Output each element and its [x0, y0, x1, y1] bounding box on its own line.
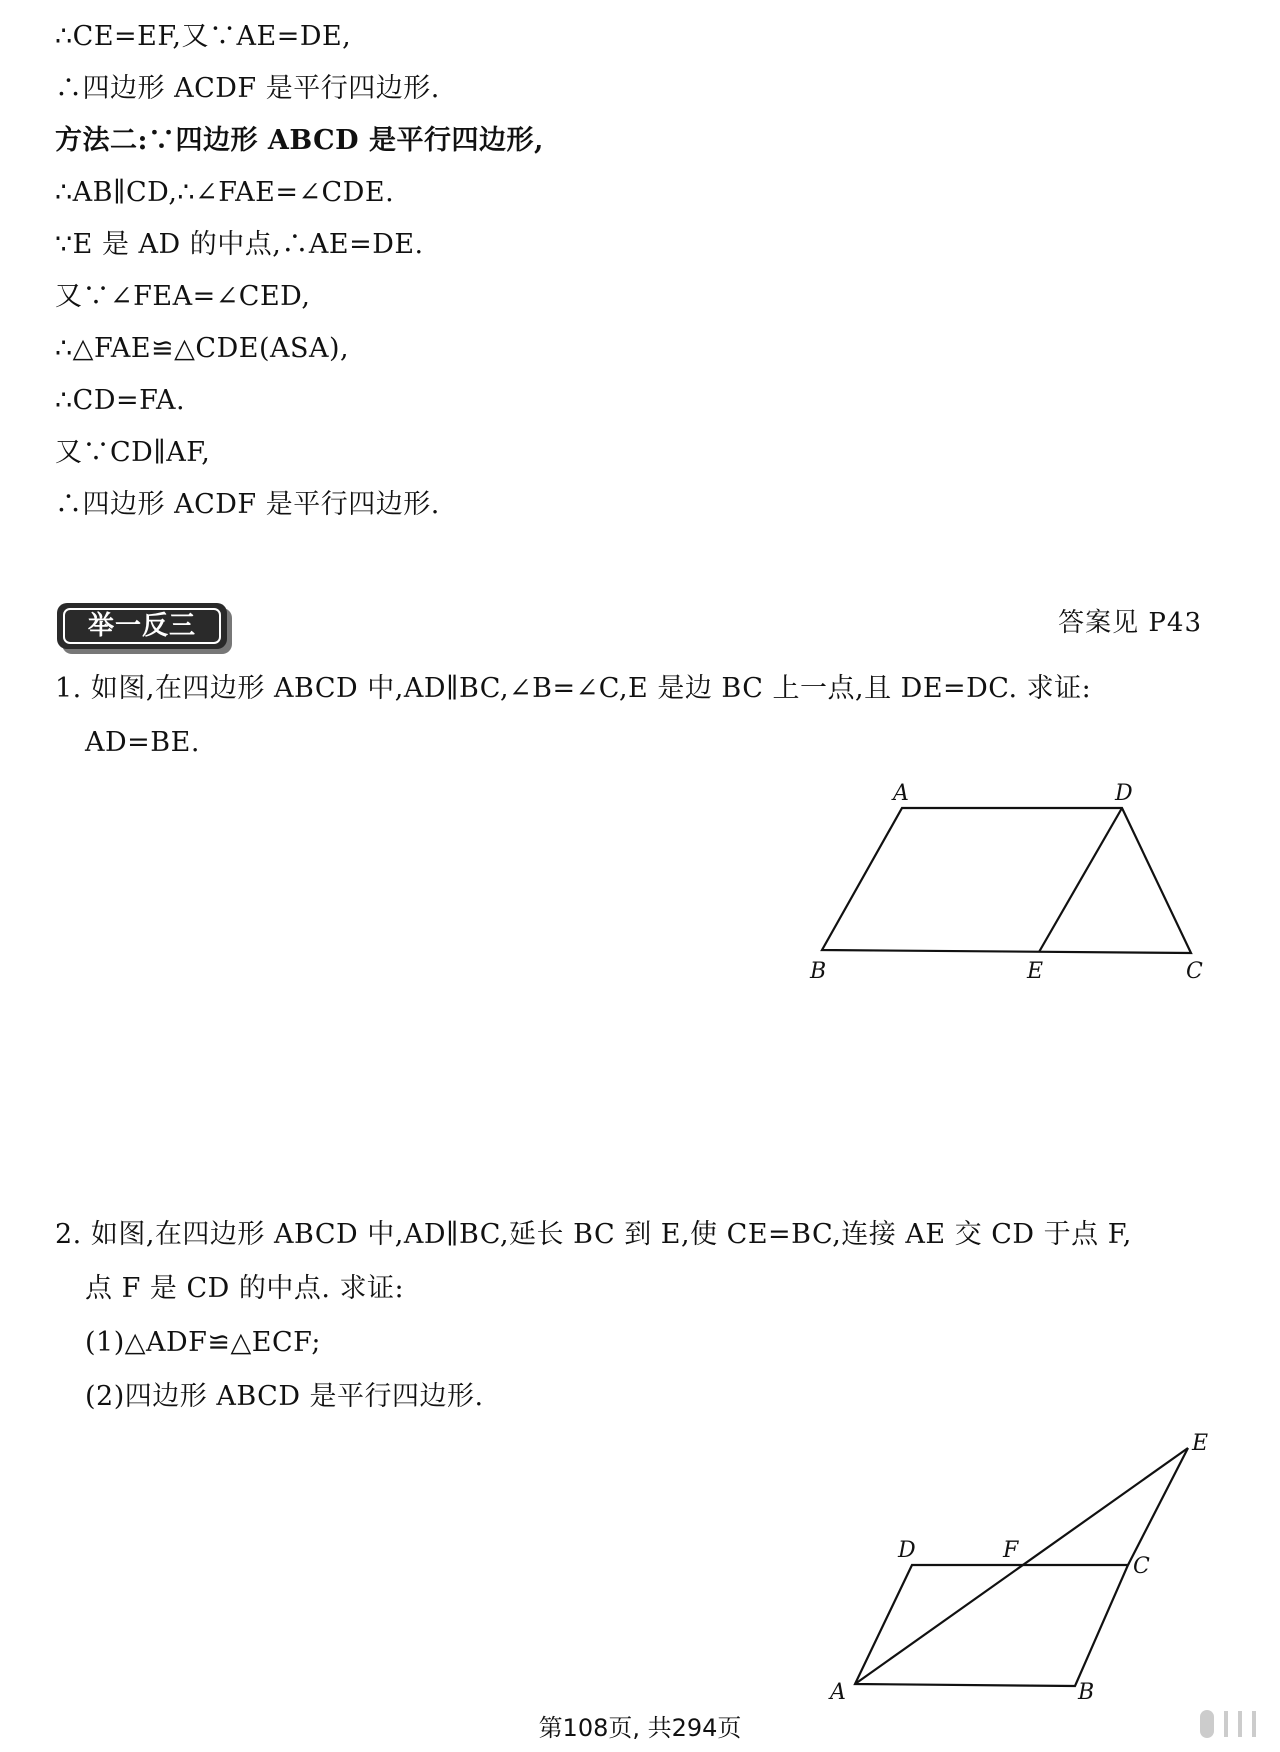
figure2-label-d: D: [898, 1538, 916, 1563]
proof-line-method2: 方法二:∵四边形 ABCD 是平行四边形,: [55, 125, 544, 156]
figure1-label-b: B: [810, 959, 827, 984]
figure1-label-e: E: [1027, 959, 1044, 984]
proof-line-5: ∵E 是 AD 的中点,∴AE=DE.: [55, 229, 424, 260]
proof-line-1: ∴CE=EF,又∵AE=DE,: [55, 21, 352, 52]
figure1-segment-de: [1039, 808, 1122, 952]
page-marker-icon: [1238, 1711, 1242, 1737]
proof-line-9: 又∵CD∥AF,: [55, 437, 211, 468]
answer-reference: 答案见 P43: [1058, 608, 1202, 638]
proof-line-4: ∴AB∥CD,∴∠FAE=∠CDE.: [55, 177, 395, 208]
proof-line-6: 又∵∠FEA=∠CED,: [55, 281, 311, 312]
proof-line-2: ∴四边形 ACDF 是平行四边形.: [55, 73, 440, 104]
proof-line-7: ∴△FAE≌△CDE(ASA),: [55, 333, 350, 364]
problem2-part1: (1)△ADF≌△ECF;: [85, 1327, 322, 1358]
page-marker-icon: [1224, 1711, 1228, 1737]
figure2-segment-ce: [1128, 1448, 1188, 1565]
figure1-label-a: A: [893, 781, 909, 806]
figure1-label-c: C: [1186, 959, 1203, 984]
scroll-indicator-icon[interactable]: [1200, 1710, 1214, 1738]
problem1-statement-cont: AD=BE.: [85, 727, 200, 758]
figure2-label-c: C: [1133, 1554, 1150, 1579]
page-indicator: 第108页, 共294页: [538, 1714, 742, 1742]
problem1-statement: 1. 如图,在四边形 ABCD 中,AD∥BC,∠B=∠C,E 是边 BC 上一点,且 DE=DC. 求证:: [55, 673, 1092, 704]
figure1-label-d: D: [1115, 781, 1133, 806]
figure2-label-a: A: [830, 1680, 846, 1705]
figure2-label-e: E: [1192, 1431, 1209, 1456]
figure2-label-f: F: [1003, 1538, 1019, 1563]
figure1-quadrilateral: [822, 808, 1191, 953]
problem2-statement: 2. 如图,在四边形 ABCD 中,AD∥BC,延长 BC 到 E,使 CE=BC,连接 AE 交 CD 于点 F,: [55, 1219, 1132, 1250]
section-badge-label: 举一反三: [63, 608, 221, 644]
figure2-quadrilateral: [855, 1565, 1128, 1686]
problem2-statement-cont: 点 F 是 CD 的中点. 求证:: [85, 1273, 405, 1304]
proof-line-10: ∴四边形 ACDF 是平行四边形.: [55, 489, 440, 520]
figure2-label-b: B: [1078, 1680, 1095, 1705]
proof-line-8: ∴CD=FA.: [55, 385, 186, 416]
figure-1: [822, 808, 1191, 953]
viewer-toolbar: [1200, 1710, 1256, 1738]
problem2-part2: (2)四边形 ABCD 是平行四边形.: [85, 1381, 484, 1412]
page-marker-icon: [1252, 1711, 1256, 1737]
